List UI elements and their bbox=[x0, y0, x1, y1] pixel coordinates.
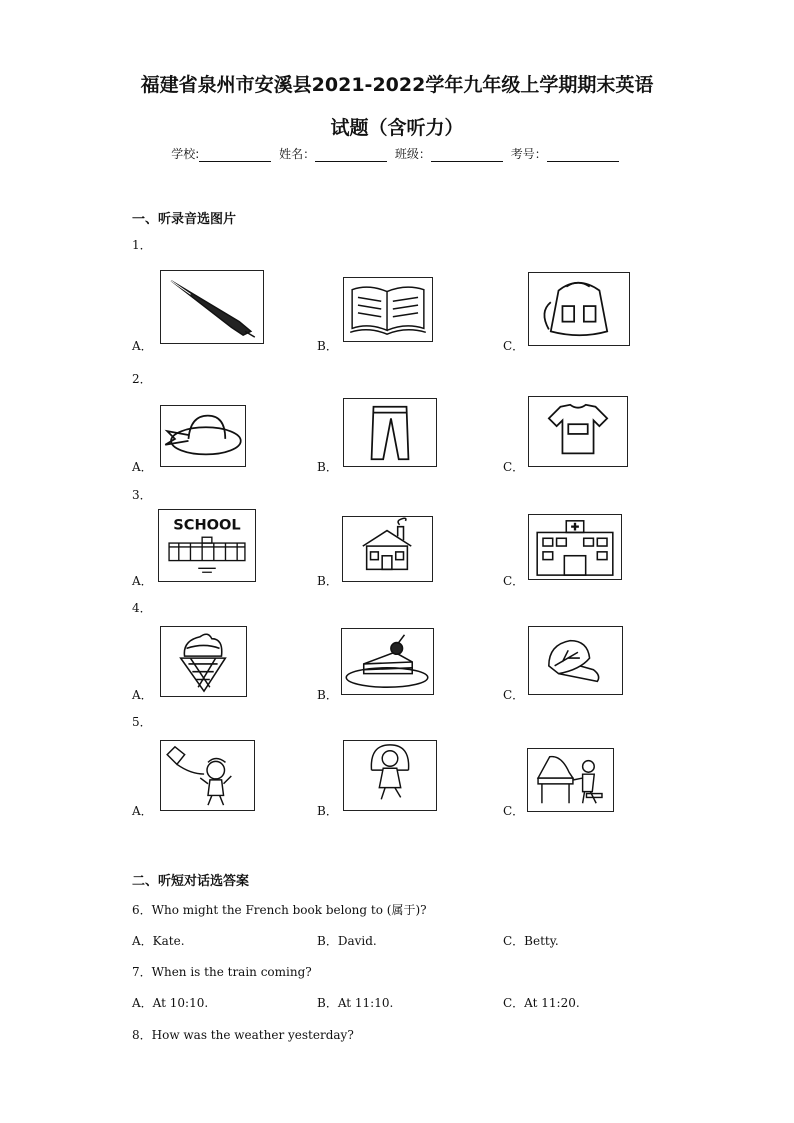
house-icon[interactable] bbox=[342, 516, 433, 582]
q2-option-a[interactable]: A． bbox=[132, 460, 153, 474]
name-blank[interactable] bbox=[315, 148, 387, 162]
q1-option-b[interactable]: B． bbox=[317, 339, 338, 353]
trousers-icon[interactable] bbox=[343, 398, 437, 467]
name-label: 姓名： bbox=[279, 147, 316, 161]
school-caption: SCHOOL bbox=[173, 516, 241, 534]
open-book-icon[interactable] bbox=[343, 277, 433, 342]
page-title-line2: 试题（含听力） bbox=[330, 117, 464, 139]
q3-number: 3． bbox=[132, 488, 152, 502]
q4-number: 4． bbox=[132, 601, 152, 615]
q4-option-c[interactable]: C． bbox=[503, 688, 525, 702]
q6-option-b[interactable]: B．David. bbox=[317, 934, 377, 948]
playing-piano-icon[interactable] bbox=[527, 748, 614, 812]
q5-option-a[interactable]: A． bbox=[132, 804, 153, 818]
q8-text: 8．How was the weather yesterday? bbox=[132, 1028, 354, 1042]
student-info-line bbox=[0, 145, 794, 162]
school-label: 学校: bbox=[171, 147, 200, 161]
school-bag-icon[interactable] bbox=[528, 272, 630, 346]
q2-option-c[interactable]: C． bbox=[503, 460, 525, 474]
q5-option-c[interactable]: C． bbox=[503, 804, 525, 818]
q4-option-b[interactable]: B． bbox=[317, 688, 338, 702]
q3-option-a[interactable]: A． bbox=[132, 574, 153, 588]
q6-option-a[interactable]: A．Kate. bbox=[132, 934, 185, 948]
q4-option-a[interactable]: A． bbox=[132, 688, 153, 702]
class-blank[interactable] bbox=[431, 148, 503, 162]
q2-option-b[interactable]: B． bbox=[317, 460, 338, 474]
ice-cream-icon[interactable] bbox=[160, 626, 247, 697]
id-label: 考号： bbox=[510, 147, 547, 161]
q6-text: 6．Who might the French book belong to (属于)? bbox=[132, 903, 427, 917]
cake-icon[interactable] bbox=[341, 628, 434, 695]
flying-kite-icon[interactable] bbox=[160, 740, 255, 811]
school-blank[interactable] bbox=[199, 148, 271, 162]
page-title-line1: 福建省泉州市安溪县2021-2022学年九年级上学期期末英语 bbox=[140, 74, 654, 96]
q7-option-b[interactable]: B．At 11:10. bbox=[317, 996, 394, 1010]
q3-option-c[interactable]: C． bbox=[503, 574, 525, 588]
q7-option-a[interactable]: A．At 10:10. bbox=[132, 996, 209, 1010]
q3-option-b[interactable]: B． bbox=[317, 574, 338, 588]
q7-text: 7．When is the train coming? bbox=[132, 965, 312, 979]
t-shirt-icon[interactable] bbox=[528, 396, 628, 467]
vegetable-icon[interactable] bbox=[528, 626, 623, 695]
q1-option-a[interactable]: A． bbox=[132, 339, 153, 353]
q5-number: 5． bbox=[132, 715, 152, 729]
section1-title: 一、听录音选图片 bbox=[132, 212, 237, 227]
id-blank[interactable] bbox=[547, 148, 619, 162]
q7-option-c[interactable]: C．At 11:20. bbox=[503, 996, 580, 1010]
class-label: 班级： bbox=[394, 147, 431, 161]
hat-icon[interactable] bbox=[160, 405, 246, 467]
fountain-pen-icon[interactable] bbox=[160, 270, 264, 344]
school-building-icon[interactable] bbox=[158, 509, 256, 582]
section2-title: 二、听短对话选答案 bbox=[132, 874, 250, 889]
q5-option-b[interactable]: B． bbox=[317, 804, 338, 818]
hospital-icon[interactable] bbox=[528, 514, 622, 580]
q6-option-c[interactable]: C．Betty. bbox=[503, 934, 559, 948]
jumping-rope-icon[interactable] bbox=[343, 740, 437, 811]
q1-option-c[interactable]: C． bbox=[503, 339, 525, 353]
q1-number: 1． bbox=[132, 238, 152, 252]
q2-number: 2． bbox=[132, 372, 152, 386]
